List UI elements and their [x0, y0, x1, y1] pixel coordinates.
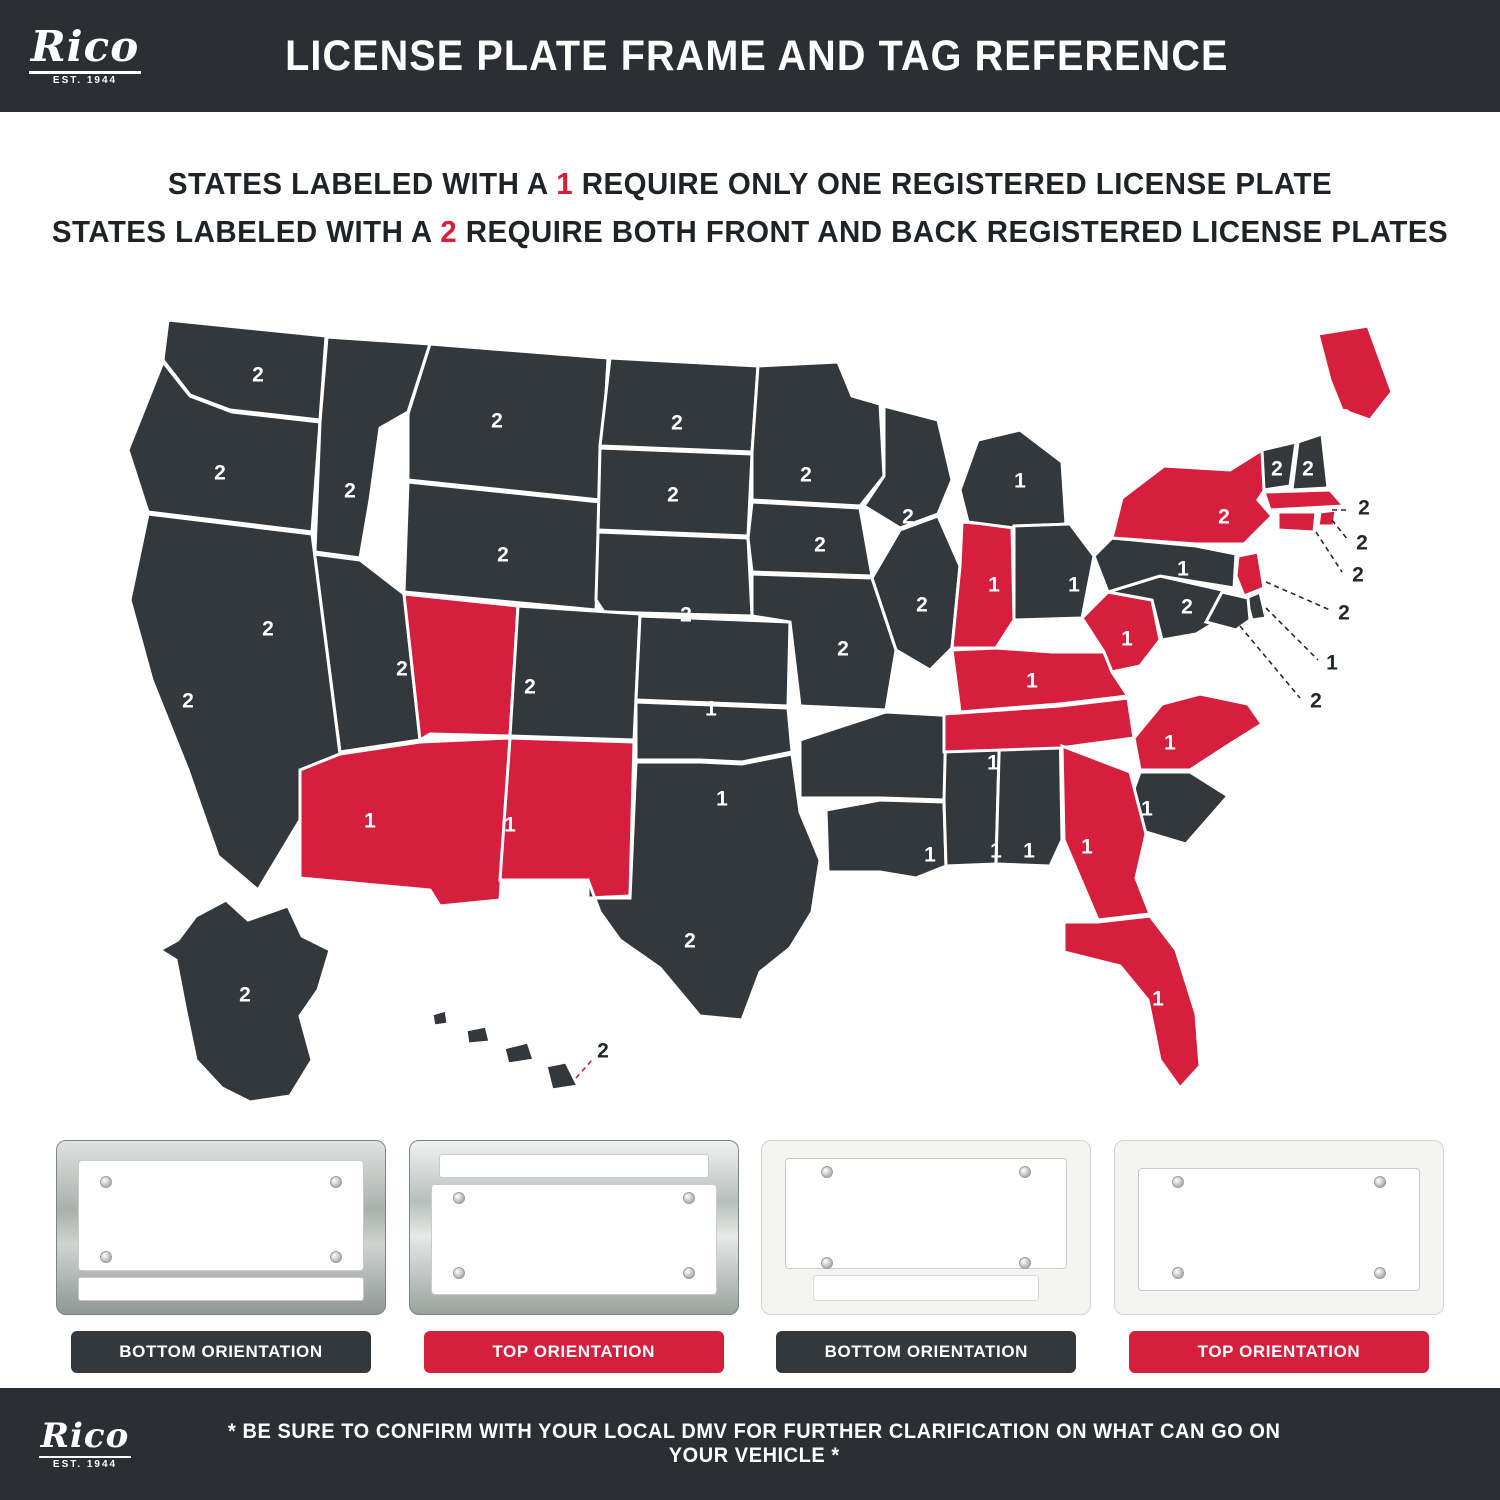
state-co[interactable]: [510, 606, 640, 740]
label-ri: 2: [1356, 531, 1368, 555]
legend: [0, 160, 1500, 256]
legend-1-suffix: REQUIRE ONLY ONE REGISTERED LICENSE PLATE: [573, 166, 1333, 201]
frame-orientation-label-4: TOP ORIENTATION: [1129, 1331, 1429, 1373]
state-ny[interactable]: [1112, 450, 1280, 544]
frame-orientation-label-1: BOTTOM ORIENTATION: [71, 1331, 371, 1373]
label-mi: 1: [1014, 469, 1026, 493]
legend-line-1: [38, 160, 1463, 208]
label-md: 2: [1310, 689, 1322, 713]
state-fl[interactable]: [1064, 916, 1200, 1088]
state-mt[interactable]: [408, 344, 608, 500]
leader-hi: [576, 1060, 592, 1078]
frame-image-white-top: [1114, 1140, 1444, 1315]
label-wy: 2: [497, 543, 509, 567]
frame-orientation-label-2: TOP ORIENTATION: [424, 1331, 724, 1373]
legend-2-number: 2: [440, 214, 458, 250]
us-map: [0, 300, 1500, 1140]
state-ga[interactable]: [1062, 746, 1150, 920]
label-co: 2: [524, 675, 536, 699]
state-mn[interactable]: [752, 362, 884, 506]
frame-sample-1[interactable]: [56, 1140, 386, 1400]
label-ga: 1: [1081, 835, 1093, 859]
label-mn: 2: [800, 463, 812, 487]
brand-name: Rico: [30, 22, 140, 71]
state-ar[interactable]: [800, 712, 958, 800]
label-ut: 2: [396, 657, 408, 681]
leader-nj: [1266, 582, 1330, 610]
label-wi: 2: [902, 505, 914, 529]
legend-2-prefix: STATES LABELED WITH A: [51, 214, 441, 250]
label-ky: 1: [1026, 669, 1038, 693]
legend-1-prefix: STATES LABELED WITH A: [167, 166, 557, 201]
label-ne: 2: [680, 603, 692, 627]
label-mt: 2: [491, 409, 503, 433]
label-nj: 2: [1338, 601, 1350, 625]
footer-bar: [0, 1388, 1500, 1500]
label-ny: 2: [1218, 505, 1230, 529]
label-ar-south: 1: [924, 843, 936, 867]
frame-sample-2[interactable]: [409, 1140, 739, 1400]
leader-de: [1266, 608, 1318, 660]
label-de: 1: [1326, 651, 1338, 675]
footer-brand-name: Rico: [40, 1415, 130, 1456]
label-or: 2: [214, 461, 226, 485]
state-in[interactable]: [952, 522, 1014, 648]
state-nm[interactable]: [500, 738, 634, 898]
label-ct: 2: [1352, 563, 1364, 587]
state-hi-1[interactable]: [432, 1010, 448, 1026]
frame-samples: [0, 1140, 1500, 1400]
state-oh[interactable]: [1014, 524, 1094, 620]
label-ak: 2: [239, 983, 251, 1007]
label-ma: 2: [1358, 496, 1370, 520]
legend-2-suffix: REQUIRE BOTH FRONT AND BACK REGISTERED LICENSE PLATES: [457, 214, 1449, 250]
label-ia: 2: [814, 533, 826, 557]
state-ia[interactable]: [748, 502, 872, 576]
label-wa: 2: [252, 363, 264, 387]
frame-sample-4[interactable]: [1114, 1140, 1444, 1400]
brand-est: EST. 1944: [52, 75, 118, 86]
state-me[interactable]: [1318, 326, 1392, 420]
label-ca: 2: [182, 689, 194, 713]
logo-divider: [29, 71, 141, 74]
label-mo: 2: [837, 637, 849, 661]
state-nj[interactable]: [1236, 552, 1264, 596]
label-nm: 1: [504, 813, 516, 837]
label-la: 1: [845, 919, 857, 943]
footer-disclaimer: * BE SURE TO CONFIRM WITH YOUR LOCAL DMV FOR FURTHER CLARIFICATION ON WHAT CAN GO ON YOUR VEHICLE *: [228, 1420, 1281, 1467]
label-tn: 1: [987, 751, 999, 775]
frame-image-chrome-top: [409, 1140, 739, 1315]
label-oh: 1: [1068, 573, 1080, 597]
label-al: 1: [1023, 839, 1035, 863]
state-hi-2[interactable]: [466, 1026, 490, 1044]
footer-brand-est: EST. 1944: [52, 1458, 118, 1470]
state-ct[interactable]: [1278, 512, 1316, 532]
label-wv: 1: [1121, 627, 1133, 651]
state-ma[interactable]: [1264, 490, 1344, 510]
label-me: 2: [1339, 405, 1351, 429]
frame-sample-3[interactable]: [761, 1140, 1091, 1400]
label-az: 1: [364, 809, 376, 833]
state-nd[interactable]: [600, 358, 758, 452]
state-az[interactable]: [300, 738, 510, 906]
state-ks[interactable]: [636, 616, 790, 706]
frame-orientation-label-3: BOTTOM ORIENTATION: [776, 1331, 1076, 1373]
label-va: 2: [1181, 595, 1193, 619]
label-nv: 2: [262, 617, 274, 641]
brand-logo: [0, 0, 170, 112]
label-in: 1: [988, 573, 1000, 597]
label-id: 2: [344, 479, 356, 503]
legend-line-2: [38, 208, 1463, 256]
footer-brand-logo: [0, 1388, 170, 1500]
label-hi: 2: [597, 1039, 609, 1063]
state-mi[interactable]: [960, 430, 1066, 528]
label-fl: 1: [1152, 987, 1164, 1011]
label-sd: 2: [667, 483, 679, 507]
state-hi-3[interactable]: [504, 1042, 534, 1064]
leader-ri: [1332, 520, 1348, 540]
label-pa: 1: [1177, 557, 1189, 581]
page-title: LICENSE PLATE FRAME AND TAG REFERENCE: [285, 31, 1229, 80]
label-sc: 1: [1141, 797, 1153, 821]
label-tx: 2: [684, 929, 696, 953]
label-il: 2: [916, 593, 928, 617]
state-ne[interactable]: [596, 532, 752, 616]
legend-1-number: 1: [556, 166, 574, 201]
state-ut[interactable]: [404, 594, 518, 740]
state-ri[interactable]: [1318, 510, 1336, 526]
label-ks: 1: [705, 697, 717, 721]
leader-md: [1240, 626, 1300, 698]
label-nc: 1: [1164, 731, 1176, 755]
footer-logo-divider: [39, 1456, 131, 1458]
state-hi-4[interactable]: [546, 1062, 578, 1090]
label-nh: 2: [1302, 457, 1314, 481]
leader-ct: [1316, 532, 1342, 572]
label-vt: 2: [1271, 457, 1283, 481]
label-ms: 1: [990, 839, 1002, 863]
label-ok: 1: [716, 787, 728, 811]
label-nd: 2: [671, 411, 683, 435]
header-bar: [0, 0, 1500, 112]
state-nc[interactable]: [1134, 694, 1262, 770]
frame-image-chrome-bottom: [56, 1140, 386, 1315]
frame-image-white-bottom: [761, 1140, 1091, 1315]
